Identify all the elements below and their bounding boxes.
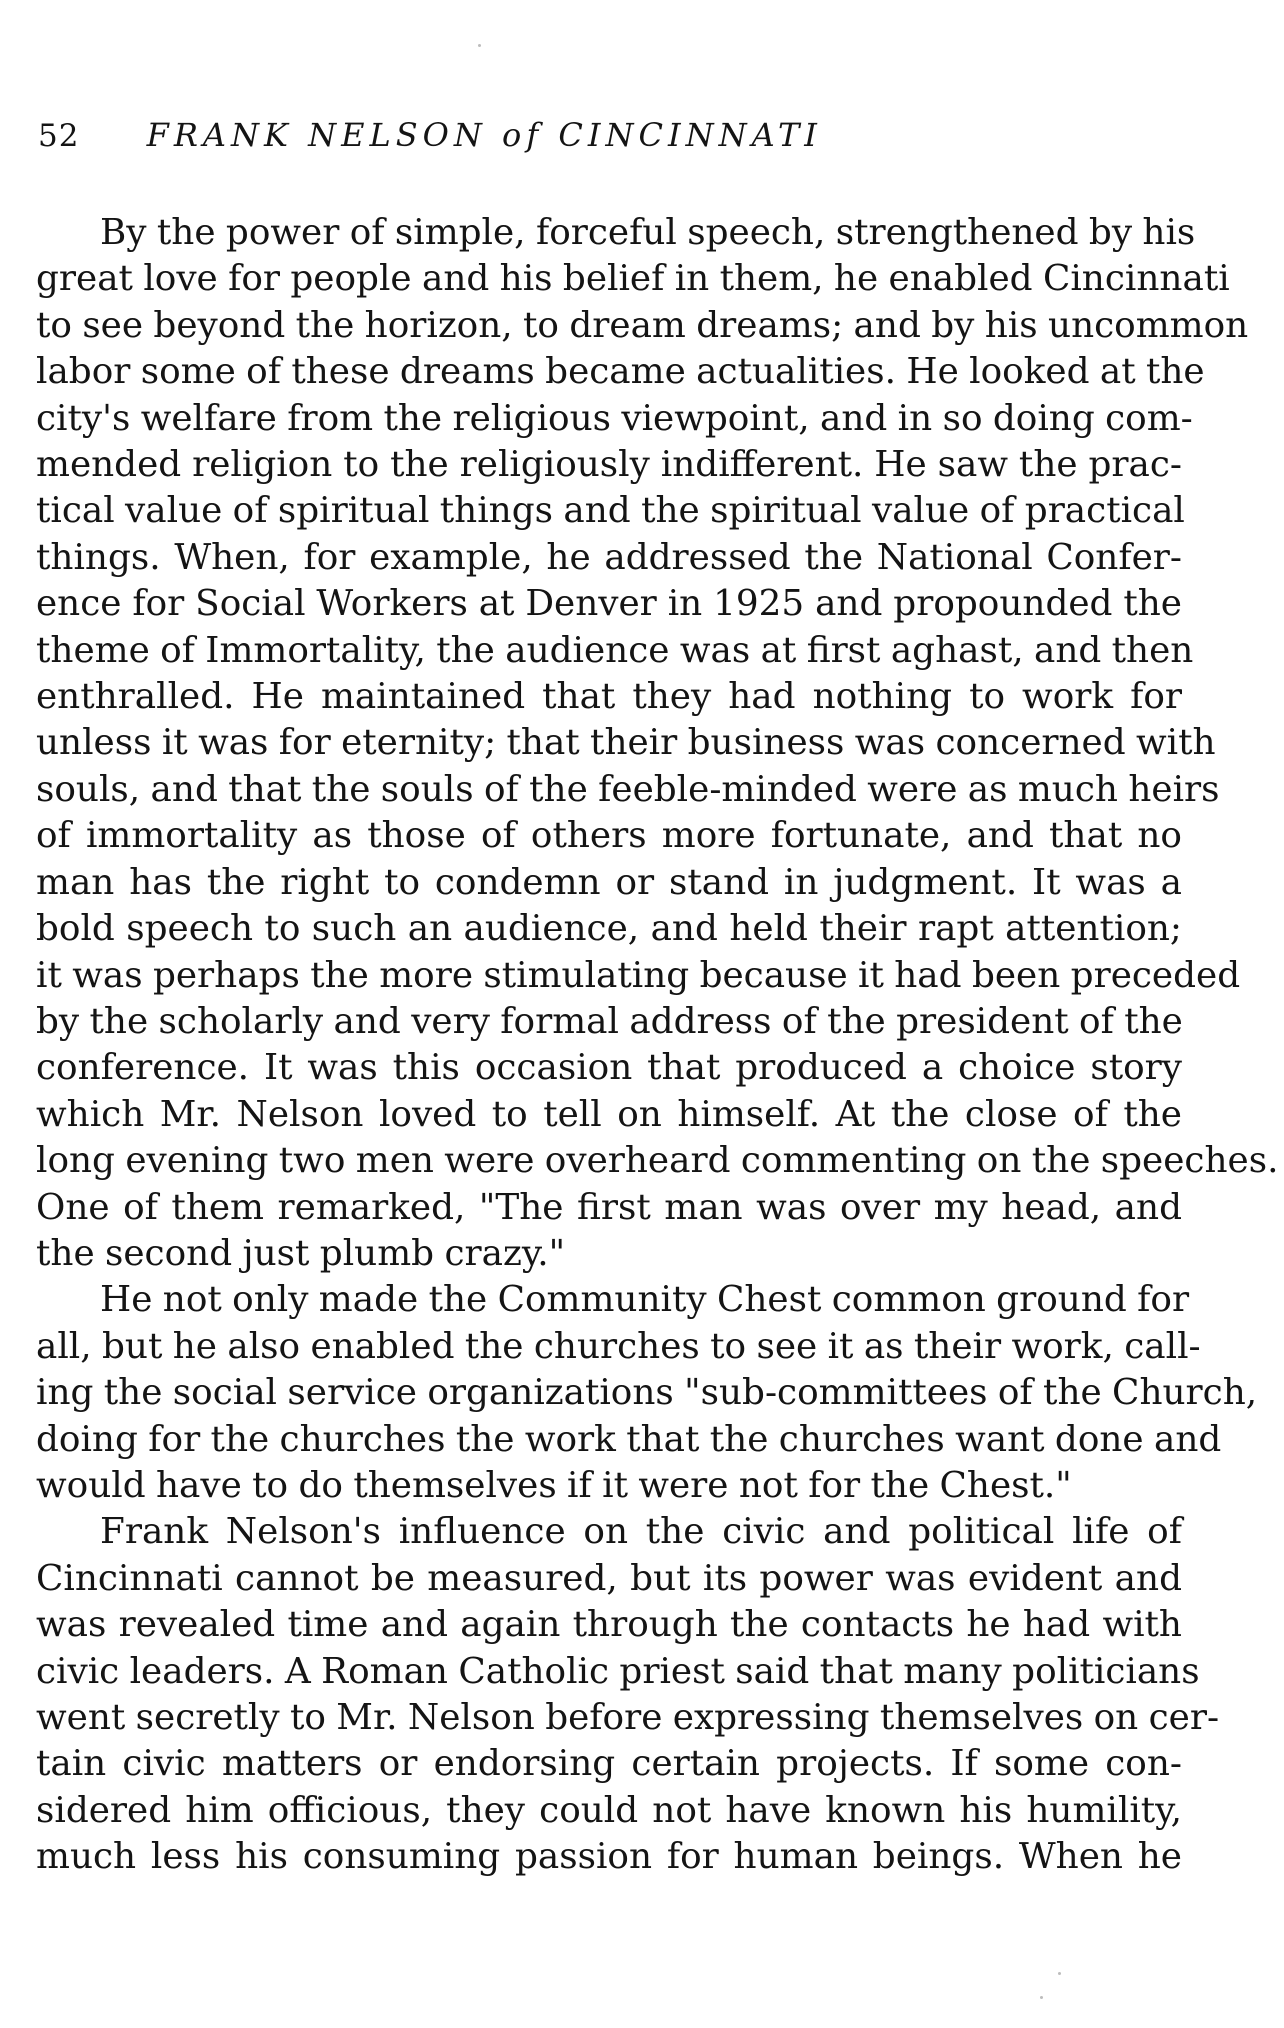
paper-speck	[1058, 1972, 1061, 1975]
text-line: was revealed time and again through the contacts he had with	[36, 1604, 1182, 1646]
text-line: conference. It was this occasion that produced a choice story	[36, 1047, 1182, 1089]
text-line: enthralled. He maintained that they had nothing to work for	[36, 676, 1182, 718]
page-number: 52	[38, 118, 80, 154]
running-title: FRANK NELSON of CINCINNATI	[146, 116, 822, 154]
text-line: ence for Social Workers at Denver in 1925 and propounded the	[36, 583, 1182, 625]
text-line: tical value of spiritual things and the spiritual value of practical	[36, 490, 1185, 532]
text-line: to see beyond the horizon, to dream dreams; and by his uncommon	[36, 304, 1249, 346]
text-line: One of them remarked, "The first man was over my head, and	[36, 1186, 1182, 1228]
text-line: sidered him officious, they could not have known his humility,	[36, 1789, 1182, 1831]
text-line: Cincinnati cannot be measured, but its power was evident and	[36, 1557, 1182, 1599]
text-line: labor some of these dreams became actualities. He looked at the	[36, 351, 1205, 393]
text-line: By the power of simple, forceful speech, strengthened by his	[100, 212, 1196, 253]
text-line: by the scholarly and very formal address of the president of the	[36, 1000, 1183, 1042]
paragraph-1	[36, 210, 1279, 1277]
text-line: Frank Nelson's influence on the civic and political life of	[100, 1511, 1182, 1553]
text-line: civic leaders. A Roman Catholic priest said that many politicians	[36, 1650, 1200, 1692]
running-head	[38, 110, 1208, 160]
paragraph-3	[36, 1509, 1220, 1880]
text-line: city's welfare from the religious viewpoint, and in so doing com-	[36, 397, 1193, 439]
text-line: man has the right to condemn or stand in judgment. It was a	[36, 861, 1182, 903]
paper-speck	[1040, 1996, 1043, 1999]
text-line: great love for people and his belief in them, he enabled Cincinnati	[36, 258, 1230, 300]
text-line: tain civic matters or endorsing certain projects. If some con-	[36, 1743, 1182, 1785]
text-line: much less his consuming passion for human beings. When he	[36, 1836, 1182, 1878]
text-line: long evening two men were overheard commenting on the speeches.	[36, 1140, 1279, 1182]
text-line: souls, and that the souls of the feeble-minded were as much heirs	[36, 768, 1220, 810]
text-line: unless it was for eternity; that their business was concerned with	[36, 722, 1216, 764]
paragraph-2	[36, 1277, 1258, 1509]
text-line: the second just plumb crazy."	[36, 1232, 566, 1274]
text-line: of immortality as those of others more fortunate, and that no	[36, 815, 1182, 857]
text-line: ing the social service organizations "sub-committees of the Church,	[36, 1372, 1258, 1414]
text-line: all, but he also enabled the churches to see it as their work, call-	[36, 1325, 1201, 1367]
text-line: doing for the churches the work that the churches want done and	[36, 1418, 1222, 1460]
text-line: mended religion to the religiously indifferent. He saw the prac-	[36, 444, 1182, 486]
paper-speck	[478, 44, 481, 47]
text-line: would have to do themselves if it were not for the Chest."	[36, 1464, 1072, 1506]
text-line: theme of Immortality, the audience was at first aghast, and then	[36, 629, 1194, 671]
text-line: He not only made the Community Chest common ground for	[100, 1279, 1190, 1321]
body-text	[36, 210, 1279, 1881]
text-line: went secretly to Mr. Nelson before expressing themselves on cer-	[36, 1697, 1220, 1738]
text-line: it was perhaps the more stimulating because it had been preceded	[36, 954, 1241, 996]
text-line: bold speech to such an audience, and held their rapt attention;	[36, 908, 1182, 950]
text-line: which Mr. Nelson loved to tell on himself. At the close of the	[36, 1093, 1182, 1135]
text-line: things. When, for example, he addressed the National Confer-	[36, 536, 1182, 578]
